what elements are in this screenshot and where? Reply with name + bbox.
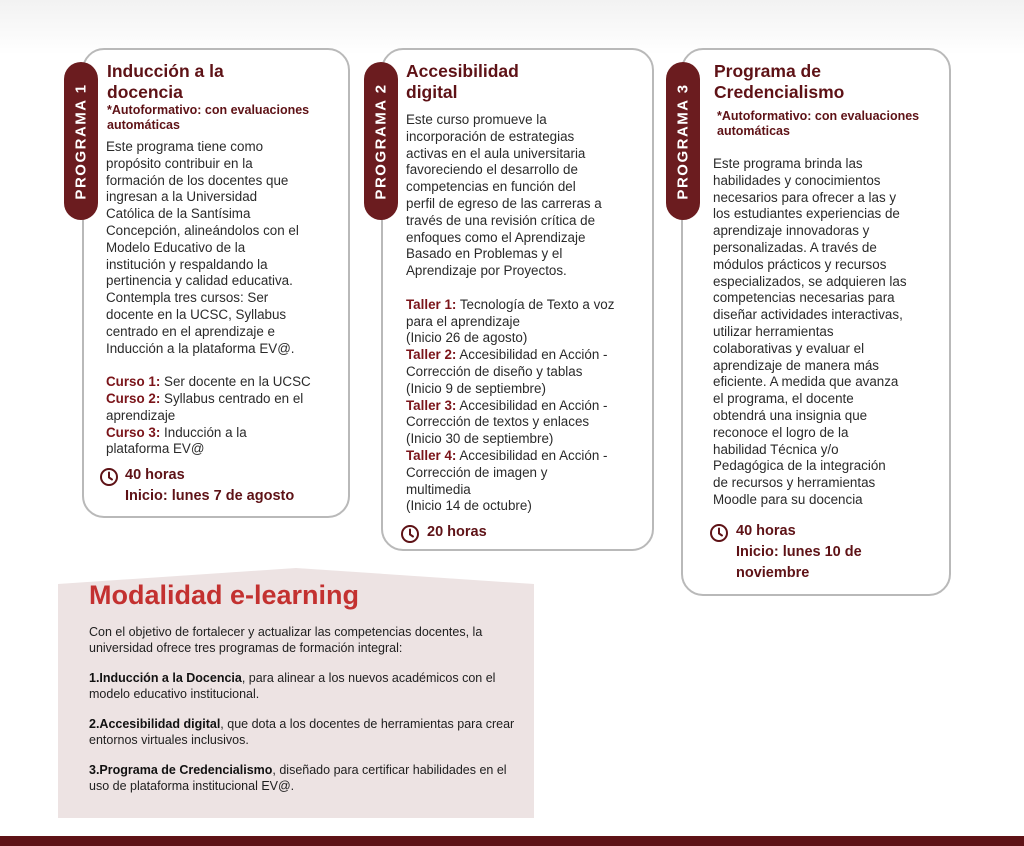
point-text: , diseñado para certificar habilidades en el uso de plataforma institucional EV@. bbox=[89, 763, 507, 793]
desc-line: través de una revisión crítica de bbox=[406, 212, 596, 228]
program-tab-3 bbox=[666, 62, 700, 220]
start-line: noviembre bbox=[736, 565, 810, 581]
desc-line: Este programa brinda las bbox=[713, 156, 863, 171]
note-line: automáticas bbox=[717, 124, 790, 138]
point-title: 2.Accesibilidad digital bbox=[89, 717, 221, 731]
desc-line: necesarios para ofrecer a las y bbox=[713, 189, 897, 205]
desc-line: ingresan a la Universidad bbox=[106, 189, 258, 205]
course-text: plataforma EV@ bbox=[106, 441, 205, 457]
program-description-2 bbox=[406, 112, 651, 515]
desc-line: institución y respaldando la bbox=[106, 256, 268, 272]
desc-line: diseñar actividades interactivas, bbox=[713, 307, 903, 323]
desc-line: habilidad Técnica y/o bbox=[713, 441, 839, 457]
desc-line: Modelo Educativo de la bbox=[106, 239, 246, 255]
desc-line: docente en la UCSC, Syllabus bbox=[106, 306, 287, 322]
modalidad-body bbox=[89, 625, 519, 809]
workshop-text: multimedia bbox=[406, 481, 471, 497]
desc-line: aprendizaje innovadoras y bbox=[713, 223, 870, 239]
desc-line: los estudiantes experiencias de bbox=[713, 206, 900, 222]
desc-line: competencias necesarias para bbox=[713, 290, 895, 306]
note-line: *Autoformativo: con evaluaciones bbox=[717, 109, 920, 123]
program-hours-3: 40 horas bbox=[736, 523, 796, 539]
program-start-3 bbox=[736, 542, 862, 584]
workshop-label: Taller 3: bbox=[406, 397, 457, 413]
workshop-text: Corrección de imagen y bbox=[406, 464, 548, 480]
desc-line: personalizadas. A través de bbox=[713, 239, 877, 255]
desc-line: colaborativas y evaluar el bbox=[713, 340, 865, 356]
modalidad-intro: Con el objetivo de fortalecer y actualizar las competencias docentes, la universidad ofrece tres programas de formación integral: bbox=[89, 625, 483, 655]
workshop-text: Corrección de textos y enlaces bbox=[406, 414, 590, 430]
course-label: Curso 1: bbox=[106, 374, 161, 390]
desc-line: Pedagógica de la integración bbox=[713, 458, 886, 474]
desc-line: perfil de egreso de las carreras a bbox=[406, 195, 602, 211]
workshop-text: Accesibilidad en Acción - bbox=[456, 447, 608, 463]
point-title: 3.Programa de Credencialismo bbox=[89, 763, 273, 777]
desc-line: Inducción a la plataforma EV@. bbox=[106, 340, 295, 356]
course-text: Ser docente en la UCSC bbox=[160, 374, 311, 390]
title-line: Accesibilidad bbox=[406, 61, 519, 81]
desc-line: Este programa tiene como bbox=[106, 139, 264, 154]
desc-line: habilidades y conocimientos bbox=[713, 172, 881, 188]
program-tab-2 bbox=[364, 62, 398, 220]
workshop-label: Taller 2: bbox=[406, 347, 457, 363]
desc-line: de recursos y herramientas bbox=[713, 475, 876, 491]
course-text: aprendizaje bbox=[106, 407, 176, 423]
program-description-1 bbox=[106, 139, 346, 458]
title-line: digital bbox=[406, 82, 458, 102]
desc-line: módulos prácticos y recursos bbox=[713, 256, 887, 272]
desc-line: Católica de la Santísima bbox=[106, 206, 251, 222]
program-start-1: Inicio: lunes 7 de agosto bbox=[125, 488, 295, 504]
desc-line: especializados, se adquieren las bbox=[713, 273, 907, 289]
workshop-item-4 bbox=[406, 448, 651, 465]
workshop-text: Tecnología de Texto a voz bbox=[456, 296, 615, 312]
title-line: docencia bbox=[107, 82, 183, 102]
workshop-text: (Inicio 14 de octubre) bbox=[406, 498, 532, 514]
desc-line: eficiente. A medida que avanza bbox=[713, 374, 899, 390]
course-text: Inducción a la bbox=[160, 424, 247, 440]
desc-line: aprendizaje de manera más bbox=[713, 357, 879, 373]
workshop-text: Corrección de diseño y tablas bbox=[406, 363, 583, 379]
title-line: Programa de bbox=[714, 61, 821, 81]
note-line: automáticas bbox=[107, 118, 180, 132]
program-note-1 bbox=[107, 103, 347, 133]
program-hours-2: 20 horas bbox=[427, 524, 487, 540]
program-tab-label: PROGRAMA 3 bbox=[674, 82, 692, 200]
desc-line: Contempla tres cursos: Ser bbox=[106, 290, 269, 306]
program-tab-label: PROGRAMA 2 bbox=[372, 82, 390, 200]
desc-line: Este curso promueve la bbox=[406, 112, 547, 127]
desc-line: reconoce el logro de la bbox=[713, 424, 849, 440]
title-line: Credencialismo bbox=[714, 82, 845, 102]
program-title-3 bbox=[714, 61, 944, 103]
desc-line: formación de los docentes que bbox=[106, 172, 289, 188]
workshop-item-2 bbox=[406, 347, 651, 364]
desc-line: pertinencia y calidad educativa. bbox=[106, 273, 293, 289]
program-note-3 bbox=[717, 109, 947, 139]
desc-line: obtendrá una insignia que bbox=[713, 407, 868, 423]
desc-line: Moodle para su docencia bbox=[713, 491, 863, 507]
desc-line: activas en el aula universitaria bbox=[406, 145, 586, 161]
workshop-text: para el aprendizaje bbox=[406, 313, 520, 329]
workshop-text: Accesibilidad en Acción - bbox=[456, 347, 608, 363]
course-item-1 bbox=[106, 374, 346, 391]
course-text: Syllabus centrado en el bbox=[160, 390, 304, 406]
point-text: , para alinear a los nuevos académicos con el modelo educativo institucional. bbox=[89, 671, 496, 701]
program-title-1 bbox=[107, 61, 342, 103]
clock-icon bbox=[99, 467, 119, 487]
workshop-item-1 bbox=[406, 297, 651, 314]
course-item-3 bbox=[106, 425, 346, 442]
program-description-3 bbox=[713, 156, 949, 509]
program-tab-label: PROGRAMA 1 bbox=[72, 82, 90, 200]
note-line: *Autoformativo: con evaluaciones bbox=[107, 103, 310, 117]
program-hours-1: 40 horas bbox=[125, 467, 185, 483]
point-text: , que dota a los docentes de herramientas para crear entornos virtuales inclusivos. bbox=[89, 717, 515, 747]
clock-icon bbox=[709, 523, 729, 543]
desc-line: Aprendizaje por Proyectos. bbox=[406, 263, 567, 279]
desc-line: competencias en función del bbox=[406, 179, 576, 195]
desc-line: Concepción, alineándolos con el bbox=[106, 222, 299, 238]
course-item-2 bbox=[106, 391, 346, 408]
modalidad-point-3 bbox=[89, 763, 519, 794]
desc-line: Basado en Problemas y el bbox=[406, 246, 563, 262]
clock-icon bbox=[400, 524, 420, 544]
modalidad-point-1 bbox=[89, 671, 519, 702]
modalidad-point-2 bbox=[89, 717, 519, 748]
workshop-label: Taller 4: bbox=[406, 447, 457, 463]
program-tab-1 bbox=[64, 62, 98, 220]
course-label: Curso 2: bbox=[106, 390, 161, 406]
desc-line: centrado en el aprendizaje e bbox=[106, 323, 275, 339]
workshop-item-3 bbox=[406, 398, 651, 415]
point-title: 1.Inducción a la Docencia bbox=[89, 671, 242, 685]
course-label: Curso 3: bbox=[106, 424, 161, 440]
workshop-label: Taller 1: bbox=[406, 296, 457, 312]
desc-line: utilizar herramientas bbox=[713, 323, 834, 339]
workshop-text: Accesibilidad en Acción - bbox=[456, 397, 608, 413]
footer-bar bbox=[0, 836, 1024, 846]
desc-line: incorporación de estrategias bbox=[406, 128, 575, 144]
title-line: Inducción a la bbox=[107, 61, 224, 81]
desc-line: favoreciendo el desarrollo de bbox=[406, 162, 578, 178]
workshop-text: (Inicio 30 de septiembre) bbox=[406, 431, 554, 447]
desc-line: enfoques como el Aprendizaje bbox=[406, 229, 586, 245]
workshop-text: (Inicio 9 de septiembre) bbox=[406, 380, 546, 396]
modalidad-title: Modalidad e-learning bbox=[89, 580, 360, 610]
workshop-text: (Inicio 26 de agosto) bbox=[406, 330, 528, 346]
desc-line: propósito contribuir en la bbox=[106, 155, 253, 171]
desc-line: el programa, el docente bbox=[713, 391, 854, 407]
start-line: Inicio: lunes 10 de bbox=[736, 544, 862, 560]
program-title-2 bbox=[406, 61, 641, 103]
